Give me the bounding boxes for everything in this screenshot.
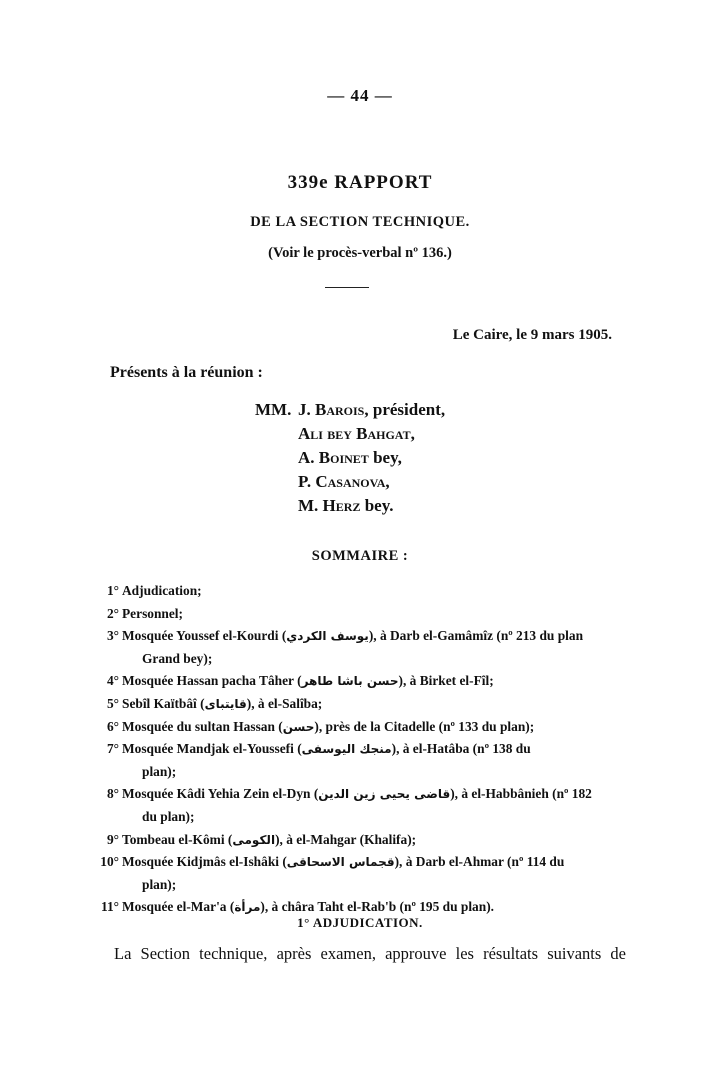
item-arabic: حسن	[282, 719, 315, 734]
member-name: Barois	[315, 400, 365, 419]
list-item	[92, 738, 632, 783]
member-1	[298, 400, 445, 420]
item-text: Mosquée Mandjak el-Youssefi (	[122, 741, 302, 757]
member-suffix: bey.	[360, 496, 394, 515]
member-2	[298, 424, 415, 444]
item-arabic: قايتباى	[204, 696, 247, 711]
item-text-end: ), à châra Taht el-Rab'b (nº 195 du plan).	[260, 899, 495, 915]
item-number: 7°	[106, 741, 119, 757]
member-suffix: bey,	[368, 448, 402, 467]
item-number: 4°	[106, 673, 119, 689]
item-text-end: ), à el-Habbânieh (nº 182	[450, 786, 592, 802]
item-text: Mosquée el-Mar'a (	[122, 899, 235, 915]
item-text: Mosquée Hassan pacha Tâher (	[122, 673, 302, 689]
item-number: 2°	[106, 605, 119, 621]
item-continuation: plan);	[142, 876, 177, 892]
item-text-end: ), à Darb el-Gamâmîz (nº 213 du plan	[368, 628, 584, 644]
item-number: 3°	[106, 628, 119, 644]
item-text: Mosquée Kâdi Yehia Zein el-Dyn (	[122, 786, 319, 802]
item-arabic: قجماس الاسحاقى	[286, 855, 395, 870]
list-item	[92, 603, 632, 626]
report-title: 339e RAPPORT	[287, 172, 433, 193]
member-suffix: ,	[385, 472, 390, 491]
item-text-end: ), à el-Salîba;	[246, 695, 323, 711]
item-continuation: Grand bey);	[142, 650, 213, 666]
member-4	[298, 472, 390, 492]
member-initial: A.	[298, 448, 315, 467]
member-name: Boinet	[318, 448, 369, 467]
list-item	[92, 693, 632, 716]
item-number: 9°	[106, 831, 119, 847]
item-number: 5°	[106, 695, 119, 711]
item-number: 1°	[106, 583, 119, 598]
member-initial: M.	[298, 496, 319, 515]
item-continuation: du plan);	[142, 808, 195, 824]
body-paragraph: La Section technique, après examen, approuve les résultats suivants de	[114, 944, 626, 963]
member-initial: P.	[298, 472, 312, 491]
item-arabic: منجك اليوسفى	[301, 742, 392, 757]
item-arabic: قاضى يحيى زين الدين	[318, 787, 451, 802]
member-suffix: ,	[410, 424, 415, 443]
report-reference: (Voir le procès-verbal nº 136.)	[268, 245, 452, 261]
member-suffix: , président,	[364, 400, 446, 419]
list-item	[92, 829, 632, 852]
item-text-end: ), à Birket el-Fîl;	[398, 673, 494, 689]
list-item	[92, 851, 632, 896]
list-item	[92, 716, 632, 739]
member-name: Herz	[322, 496, 361, 515]
sommaire-list	[92, 580, 632, 919]
item-text: Mosquée Youssef el-Kourdi (	[122, 628, 287, 644]
item-text: Sebîl Kaïtbâî (	[122, 695, 205, 711]
presents-label: Présents à la réunion :	[110, 364, 263, 381]
item-text-end: ), près de la Citadelle (nº 133 du plan);	[314, 718, 535, 734]
item-arabic: مرأة	[234, 900, 261, 915]
item-text-end: ), à el-Hatâba (nº 138 du	[391, 741, 531, 757]
member-5	[298, 496, 394, 516]
item-number: 11°	[100, 899, 119, 915]
dateline: Le Caire, le 9 mars 1905.	[452, 327, 612, 343]
item-arabic: يوسف الكردي	[286, 629, 369, 644]
item-text: Personnel;	[122, 605, 183, 621]
item-number: 6°	[106, 718, 119, 734]
item-text: Mosquée du sultan Hassan (	[122, 718, 283, 734]
page-number: — 44 —	[327, 86, 393, 105]
section-heading: 1° ADJUDICATION.	[297, 915, 423, 930]
list-item	[92, 580, 632, 603]
list-item	[92, 783, 632, 828]
member-name: Bahgat	[356, 424, 411, 443]
report-subtitle: DE LA SECTION TECHNIQUE.	[250, 214, 470, 230]
item-arabic: الكومى	[232, 832, 276, 847]
item-text: Mosquée Kidjmâs el-Ishâki (	[122, 854, 287, 870]
item-text: Adjudication;	[122, 583, 202, 598]
member-initial: Ali bey	[298, 424, 352, 443]
item-text: Tombeau el-Kômi (	[122, 831, 233, 847]
sommaire-heading: SOMMAIRE :	[311, 548, 409, 564]
item-text-end: ), à el-Mahgar (Khalifa);	[275, 831, 417, 847]
list-item	[92, 670, 632, 693]
member-3	[298, 448, 402, 468]
item-number: 8°	[106, 786, 119, 802]
member-name: Casanova	[315, 472, 386, 491]
item-arabic: حسن باشا طاهر	[301, 674, 399, 689]
item-number: 10°	[100, 854, 119, 870]
title-divider	[325, 287, 369, 288]
mm-label: MM.	[255, 400, 292, 419]
item-text-end: ), à Darb el-Ahmar (nº 114 du	[394, 854, 565, 870]
item-continuation: plan);	[142, 763, 177, 779]
list-item	[92, 625, 632, 670]
member-initial: J.	[298, 400, 311, 419]
